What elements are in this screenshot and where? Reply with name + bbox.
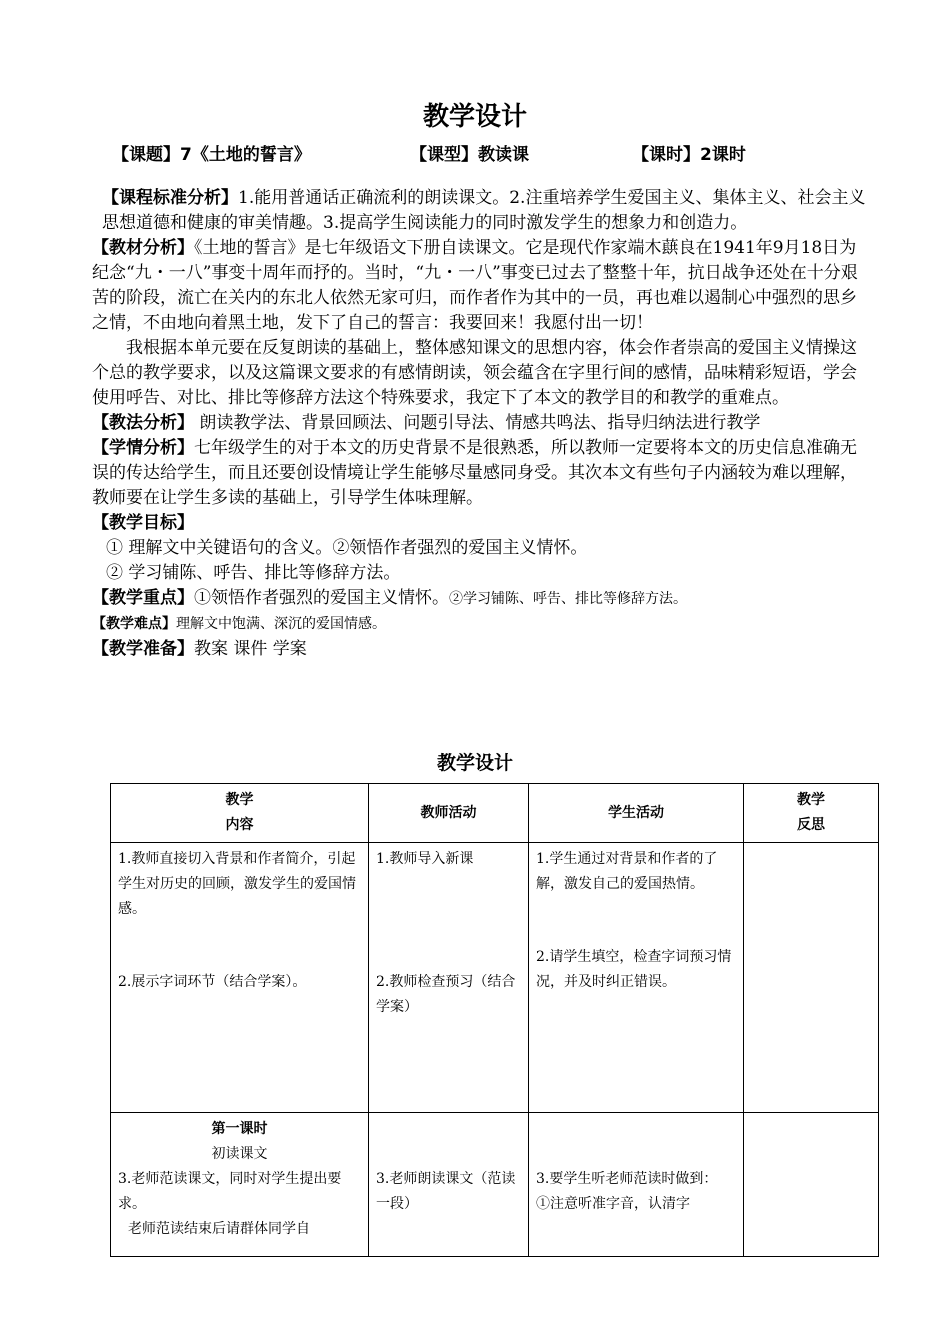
header-content: 教学 内容 (111, 784, 369, 843)
students-text: 七年级学生的对于本文的历史背景不是很熟悉，所以教师一定要将本文的历史信息准确无误的传达给学生，而且还要创设情境让学生能够尽量感同身受。其次本文有些句子内涵较为难以理解，教师要在让学生多读的基础上，引导学生体味理解。 (92, 438, 857, 508)
hours-label: 【课时】 (632, 145, 700, 165)
hours-field (632, 140, 746, 165)
hours-value: 2课时 (700, 145, 746, 165)
goal-item-1: ① 理解文中关键语句的含义。②领悟作者强烈的爱国主义情怀。 (106, 538, 588, 558)
standards-paragraph (92, 186, 872, 236)
difficulty-text: 理解文中饱满、深沉的爱国情感。 (176, 616, 386, 632)
topic-field (112, 140, 311, 165)
difficulty-paragraph (92, 612, 872, 637)
goals-heading (92, 511, 872, 536)
method-label: 【教法分析】 (92, 413, 194, 433)
header-reflection: 教学 反思 (744, 784, 879, 843)
topic-label: 【课题】 (112, 145, 180, 165)
method-paragraph (92, 411, 872, 436)
goals-label: 【教学目标】 (92, 513, 194, 533)
type-field (410, 140, 529, 165)
standards-label: 【课程标准分析】 (102, 188, 238, 208)
lesson-analysis (92, 186, 872, 662)
row2-student-a: 3.要学生听老师范读时做到： (536, 1171, 718, 1187)
table-row (111, 1113, 879, 1257)
material-text: 《土地的誓言》是七年级语文下册自读课文。它是现代作家端木蕻良在1941年9月18日为纪念“九・一八”事变十周年而抒的。当时，“九・一八”事变已过去了整整十年，抗日战争还处在十分艰苦的阶段，流亡在关内的东北人依然无家可归，而作者作为其中的一员，再也难以遏制心中强烈的思乡之情，不由地向着黑土地，发下了自己的誓言：我要回来！我愿付出一切！ (92, 238, 858, 333)
row2-content (111, 1113, 369, 1257)
row2-content-b: 老师范读结束后请群体同学自 (128, 1221, 310, 1237)
prep-paragraph (92, 637, 872, 662)
row1-student-a: 1.学生通过对背景和作者的了解，激发自己的爱国热情。 (536, 851, 718, 892)
type-value: 教读课 (478, 145, 529, 165)
row1-teacher-b: 2.教师检查预习（结合学案） (376, 974, 516, 1015)
focus-label: 【教学重点】 (92, 588, 194, 608)
standards-text: 1.能用普通话正确流利的朗读课文。2.注重培养学生爱国主义、集体主义、社会主义思想道德和健康的审美情趣。3.提高学生阅读能力的同时激发学生的想象力和创造力。 (102, 188, 866, 233)
row1-student (529, 843, 744, 1113)
row1-content-a: 1.教师直接切入背景和作者简介，引起学生对历史的回顾，激发学生的爱国情感。 (118, 851, 356, 917)
row2-student (529, 1113, 744, 1257)
row2-student-b: ①注意听准字音，认清字 (536, 1196, 690, 1212)
teaching-design-table (110, 783, 879, 1257)
table-title: 教学设计 (436, 752, 513, 774)
material-paragraph-2: 我根据本单元要在反复朗读的基础上，整体感知课文的思想内容，体会作者崇高的爱国主义情操这个总的教学要求，以及这篇课文要求的有感情朗读，领会蕴含在字里行间的感情，品味精彩短语，学会使用呼告、对比、排比等修辞方法这个特殊要求，我定下了本文的教学目的和教学的重难点。 (92, 338, 857, 408)
header-teacher: 教师活动 (369, 784, 529, 843)
students-label: 【学情分析】 (92, 438, 194, 458)
students-paragraph (92, 436, 872, 511)
row1-content-b: 2.展示字词环节（结合学案）。 (118, 974, 307, 990)
method-text: 朗读教学法、背景回顾法、问题引导法、情感共鸣法、指导归纳法进行教学 (194, 413, 761, 433)
row1-teacher (369, 843, 529, 1113)
row1-content (111, 843, 369, 1113)
row1-reflection (744, 843, 879, 1113)
row2-teacher (369, 1113, 529, 1257)
header-student: 学生活动 (529, 784, 744, 843)
table-row (111, 843, 879, 1113)
lesson-meta (0, 140, 950, 164)
row2-reflection (744, 1113, 879, 1257)
page-title: 教学设计 (422, 102, 527, 132)
difficulty-label: 【教学难点】 (92, 616, 176, 632)
goal-item-2: ② 学习铺陈、呼告、排比等修辞方法。 (106, 563, 401, 583)
topic-value: 7《土地的誓言》 (180, 145, 311, 165)
focus-text-2: ②学习铺陈、呼告、排比等修辞方法。 (449, 591, 687, 607)
table-header-row (111, 784, 879, 843)
prep-text: 教案 课件 学案 (194, 639, 307, 659)
material-paragraph (92, 236, 872, 336)
row1-teacher-a: 1.教师导入新课 (376, 851, 474, 867)
type-label: 【课型】 (410, 145, 478, 165)
row2-teacher-a: 3.老师朗读课文（范读一段） (376, 1171, 516, 1212)
focus-text-1: ①领悟作者强烈的爱国主义情怀。 (194, 588, 449, 608)
row1-student-b: 2.请学生填空，检查字词预习情况，并及时纠正错误。 (536, 949, 732, 990)
prep-label: 【教学准备】 (92, 639, 194, 659)
material-label: 【教材分析】 (92, 238, 194, 258)
row2-content-a: 3.老师范读课文，同时对学生提出要求。 (118, 1171, 342, 1212)
row2-sub: 初读课文 (211, 1146, 268, 1162)
focus-paragraph (92, 586, 872, 612)
row2-lesson: 第一课时 (211, 1121, 268, 1137)
